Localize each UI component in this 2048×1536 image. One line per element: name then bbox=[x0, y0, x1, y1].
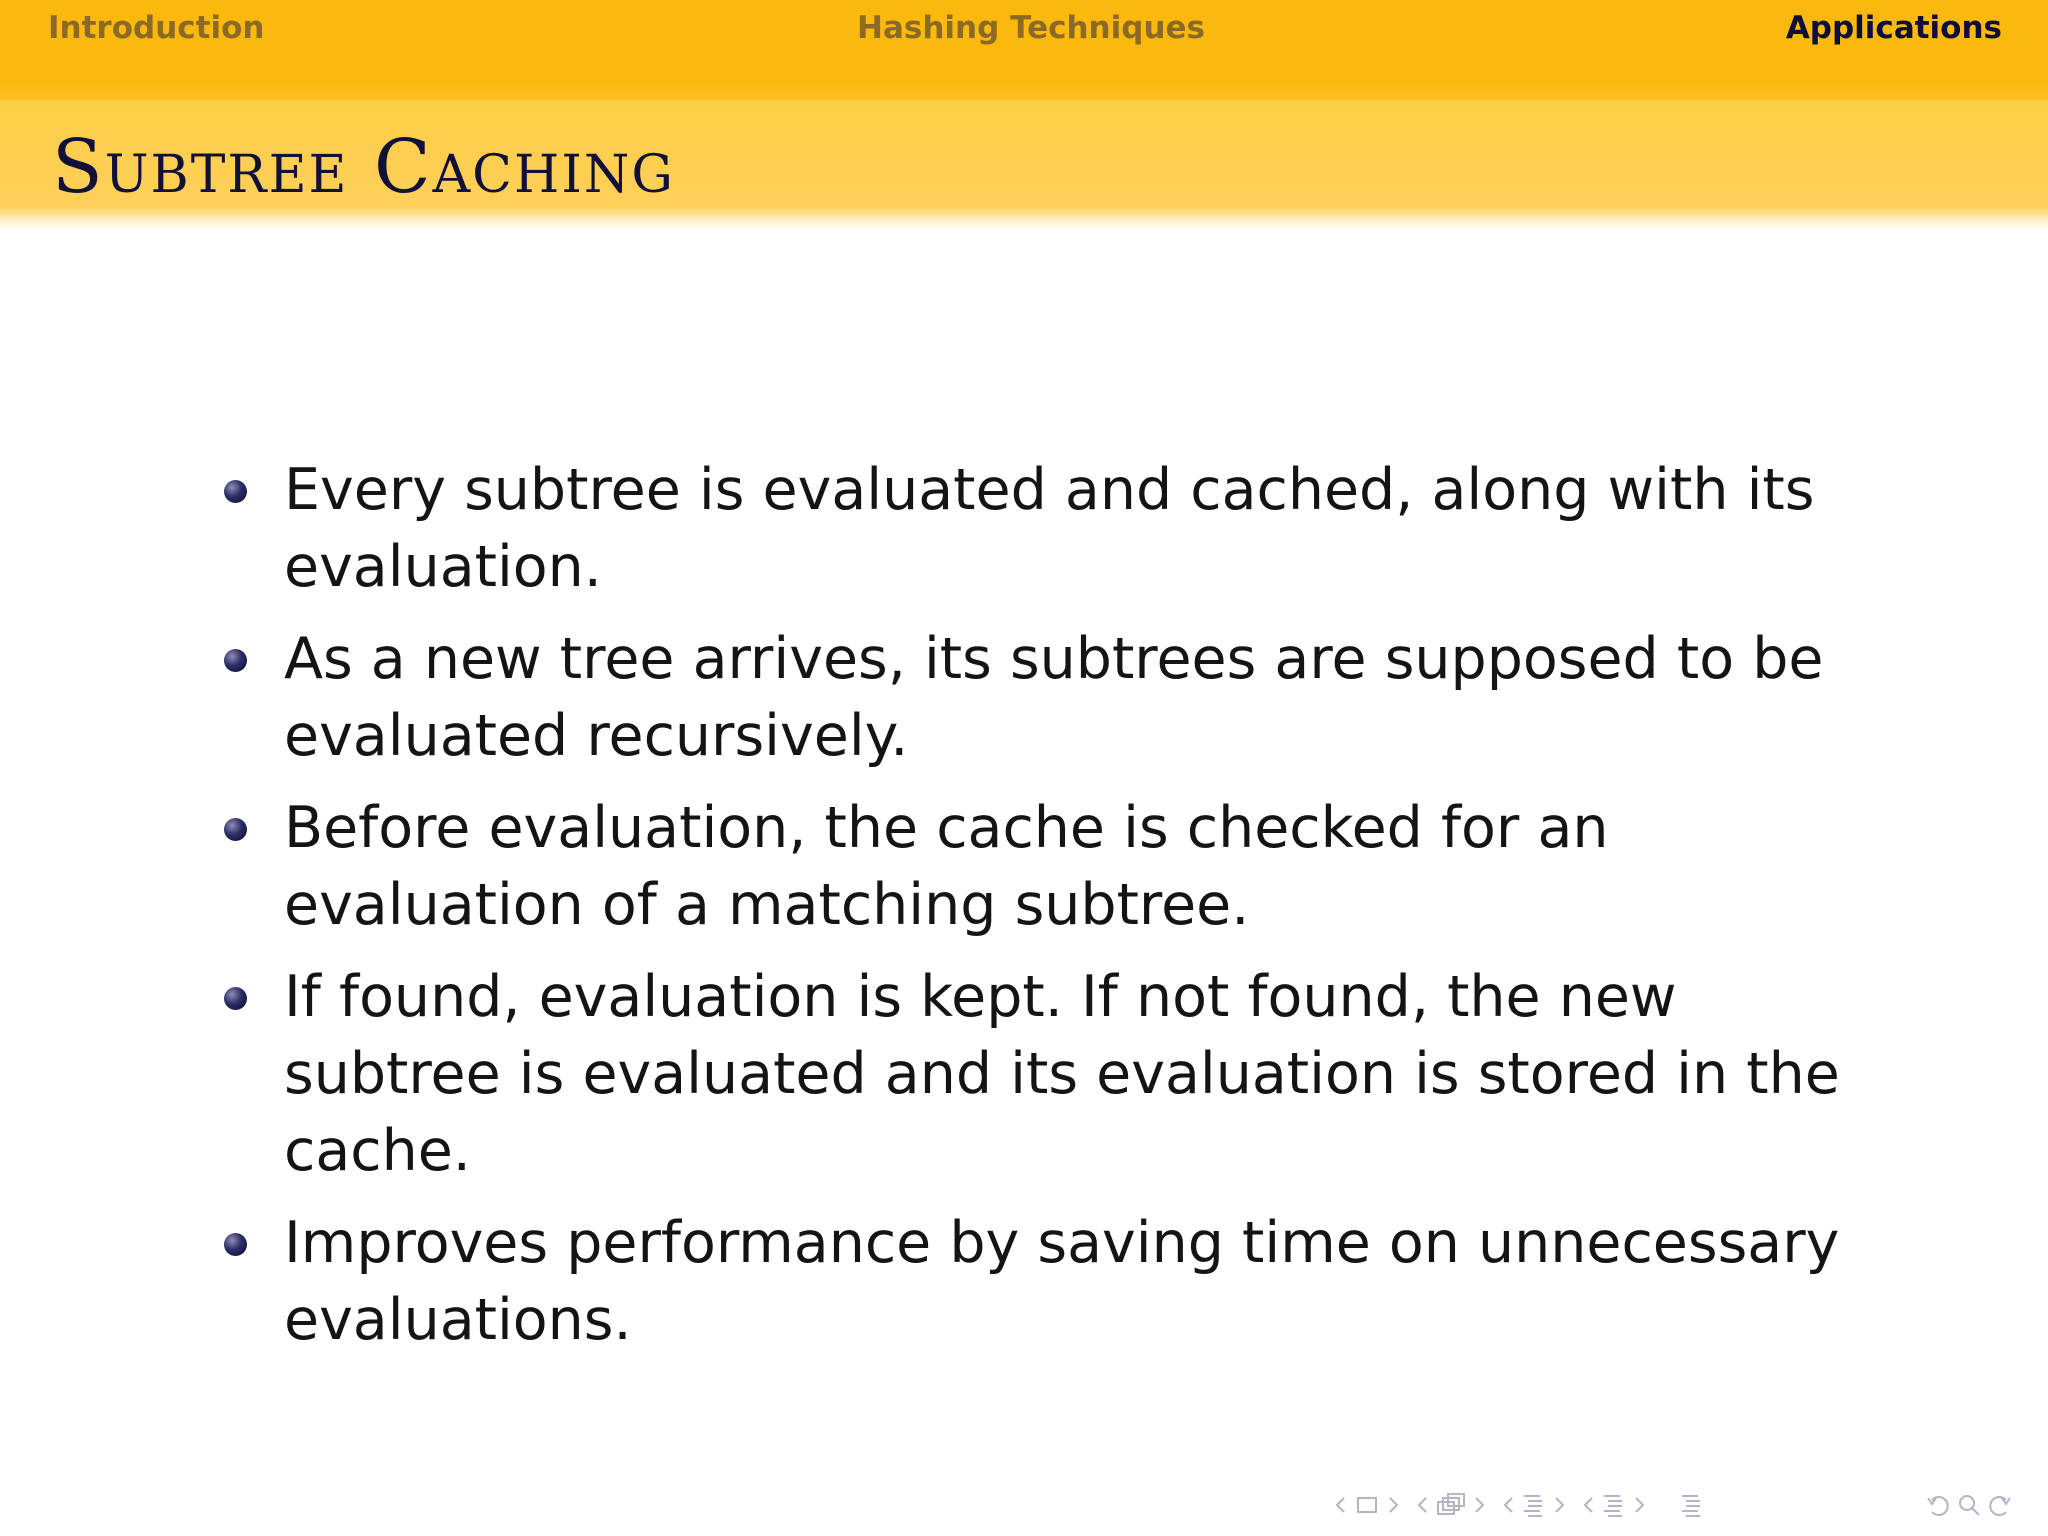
bullet-icon bbox=[224, 1233, 247, 1256]
prev-part-icon[interactable] bbox=[1580, 1490, 1596, 1520]
subsection-icon[interactable] bbox=[1432, 1490, 1468, 1520]
bullet-text: Improves performance by saving time on unnecessary evaluations. bbox=[284, 1210, 1840, 1353]
frame-title-bar bbox=[0, 100, 2048, 230]
search-icon[interactable] bbox=[1954, 1490, 1984, 1520]
section-navigation-bar bbox=[0, 0, 2048, 100]
next-part-icon[interactable] bbox=[1632, 1490, 1648, 1520]
prev-section-icon[interactable] bbox=[1500, 1490, 1516, 1520]
bullet-text: Every subtree is evaluated and cached, along with its evaluation. bbox=[284, 457, 1815, 600]
beamer-navigation-symbols bbox=[1332, 1490, 2032, 1520]
toc-icon[interactable] bbox=[1676, 1490, 1706, 1520]
frame-title: Subtree Caching bbox=[52, 124, 675, 210]
nav-section-hashing-techniques[interactable]: Hashing Techniques bbox=[857, 10, 1205, 46]
prev-slide-icon[interactable] bbox=[1332, 1490, 1348, 1520]
list-item bbox=[222, 452, 1902, 606]
bullet-icon bbox=[224, 480, 247, 503]
part-icon[interactable] bbox=[1598, 1490, 1628, 1520]
list-item bbox=[222, 621, 1902, 775]
next-slide-icon[interactable] bbox=[1386, 1490, 1402, 1520]
frame-icon[interactable] bbox=[1352, 1490, 1382, 1520]
bullet-icon bbox=[224, 649, 247, 672]
bullet-icon bbox=[224, 987, 247, 1010]
bullet-text: As a new tree arrives, its subtrees are supposed to be evaluated recursively. bbox=[284, 626, 1824, 769]
nav-section-applications[interactable]: Applications bbox=[1785, 10, 2002, 46]
section-icon[interactable] bbox=[1518, 1490, 1548, 1520]
next-frame-icon[interactable] bbox=[1472, 1490, 1488, 1520]
bullet-list bbox=[222, 452, 1902, 1359]
back-icon[interactable] bbox=[1924, 1490, 1954, 1520]
list-item bbox=[222, 790, 1902, 944]
list-item bbox=[222, 959, 1902, 1190]
nav-section-introduction[interactable]: Introduction bbox=[48, 10, 265, 46]
prev-frame-icon[interactable] bbox=[1414, 1490, 1430, 1520]
forward-icon[interactable] bbox=[1984, 1490, 2014, 1520]
next-section-icon[interactable] bbox=[1552, 1490, 1568, 1520]
bullet-text: Before evaluation, the cache is checked for an evaluation of a matching subtree. bbox=[284, 795, 1609, 938]
bullet-text: If found, evaluation is kept. If not found, the new subtree is evaluated and its evaluation is stored in the cache. bbox=[284, 964, 1840, 1184]
bullet-icon bbox=[224, 818, 247, 841]
list-item bbox=[222, 1205, 1902, 1359]
slide-content bbox=[222, 452, 1902, 1374]
